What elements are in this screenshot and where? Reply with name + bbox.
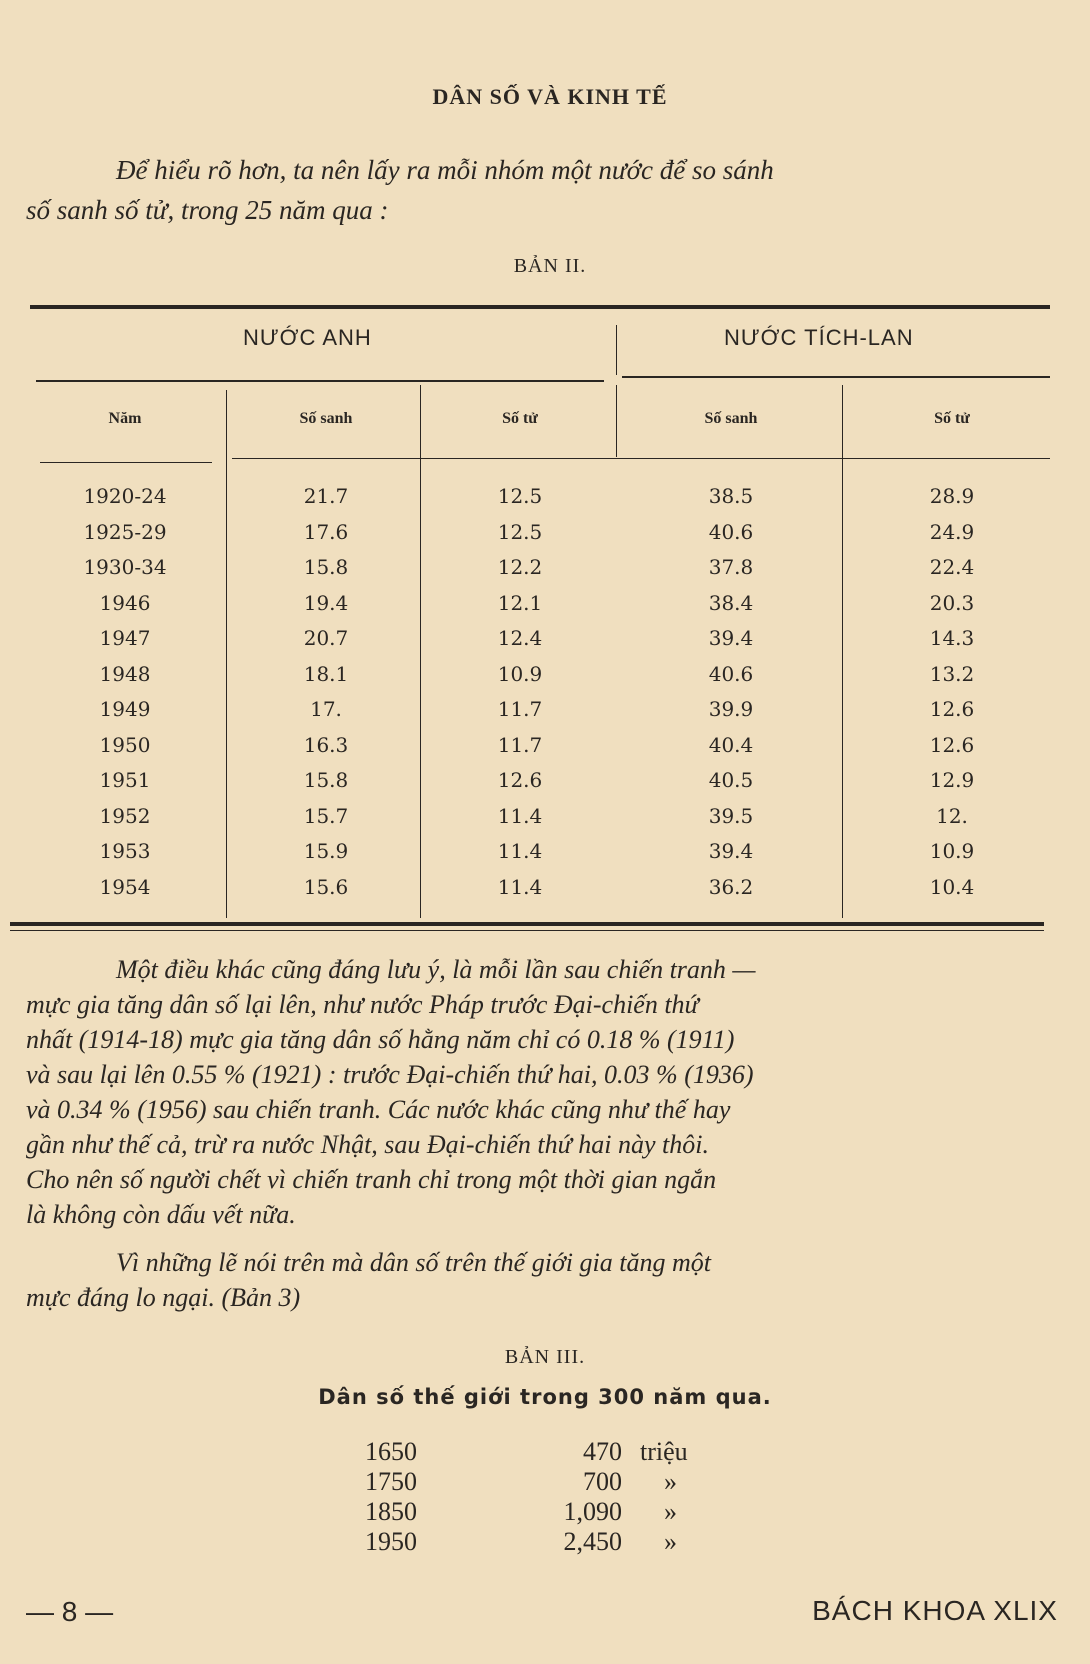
cell-deaths-anh: 11.4 xyxy=(497,839,543,863)
cell-deaths-anh: 11.4 xyxy=(497,874,543,899)
cell-births-anh: 17.6 xyxy=(303,519,349,544)
column-header-year: Năm xyxy=(108,410,142,427)
cell-deaths-tich-lan: 10.4 xyxy=(929,874,975,899)
table-3-unit: triệu xyxy=(640,1437,688,1466)
cell-deaths-anh: 10.9 xyxy=(497,661,543,686)
cell-year: 1950 xyxy=(99,732,151,757)
table-3-unit: » xyxy=(664,1527,677,1556)
cell-deaths-tich-lan: 12.6 xyxy=(929,697,975,721)
paragraph-line: Một điều khác cũng đáng lưu ý, là mỗi lần sau chiến tranh — xyxy=(116,955,756,984)
table-row xyxy=(0,875,1090,910)
table-3-row xyxy=(0,1527,1090,1557)
table-3-row xyxy=(0,1437,1090,1467)
cell-births-tich-lan: 39.5 xyxy=(708,803,754,828)
paragraph-postwar xyxy=(26,952,1058,1232)
cell-births-anh: 15.8 xyxy=(303,768,349,792)
cell-deaths-anh: 12.5 xyxy=(497,519,543,544)
cell-births-anh: 15.8 xyxy=(303,555,349,579)
table-row xyxy=(0,768,1090,803)
cell-births-tich-lan: 36.2 xyxy=(708,874,754,899)
cell-births-tich-lan: 40.6 xyxy=(708,661,754,686)
column-divider xyxy=(616,385,617,457)
table-row xyxy=(0,591,1090,626)
cell-births-anh: 21.7 xyxy=(303,484,349,508)
group-left-rule xyxy=(36,380,604,382)
paragraph-line: gần như thế cả, trừ ra nước Nhật, sau Đại-chiến thứ hai này thôi. xyxy=(26,1130,709,1159)
table-bottom-rule-2 xyxy=(10,930,1044,931)
table-row xyxy=(0,839,1090,874)
cell-year: 1953 xyxy=(99,839,151,863)
cell-deaths-anh: 12.2 xyxy=(497,555,543,579)
intro-line-1: Để hiểu rõ hơn, ta nên lấy ra mỗi nhóm một nước để so sánh xyxy=(116,155,774,185)
cell-deaths-tich-lan: 13.2 xyxy=(929,661,975,686)
intro-line-2: số sanh số tử, trong 25 năm qua : xyxy=(26,195,389,225)
cell-deaths-tich-lan: 10.9 xyxy=(929,839,975,863)
table-row xyxy=(0,626,1090,661)
table-row xyxy=(0,484,1090,519)
cell-deaths-tich-lan: 20.3 xyxy=(929,590,975,615)
column-divider xyxy=(616,325,617,375)
paragraph-line: mực đáng lo ngại. (Bản 3) xyxy=(26,1283,301,1312)
paragraph-line: và 0.34 % (1956) sau chiến tranh. Các nước khác cũng như thế hay xyxy=(26,1095,731,1124)
cell-births-tich-lan: 40.5 xyxy=(708,768,754,792)
table-3-population: 1,090 xyxy=(563,1497,622,1526)
paragraph-line: là không còn dấu vết nữa. xyxy=(26,1200,296,1229)
cell-deaths-anh: 12.5 xyxy=(497,484,543,508)
cell-births-tich-lan: 39.9 xyxy=(708,697,754,721)
cell-deaths-tich-lan: 22.4 xyxy=(929,555,975,579)
publication-name: BÁCH KHOA XLIX xyxy=(812,1595,1058,1626)
cell-births-tich-lan: 40.6 xyxy=(708,519,754,544)
cell-deaths-anh: 11.7 xyxy=(497,732,543,757)
cell-year: 1947 xyxy=(99,626,151,650)
paragraph-line: Vì những lẽ nói trên mà dân số trên thế giới gia tăng một xyxy=(116,1248,711,1277)
cell-year: 1925-29 xyxy=(83,519,167,544)
cell-deaths-anh: 12.4 xyxy=(497,626,543,650)
table-3-subtitle: Dân số thế giới trong 300 năm qua. xyxy=(318,1385,772,1409)
table-row xyxy=(0,662,1090,697)
cell-year: 1930-34 xyxy=(83,555,167,579)
cell-births-anh: 20.7 xyxy=(303,626,349,650)
cell-deaths-tich-lan: 14.3 xyxy=(929,626,975,650)
cell-births-tich-lan: 38.5 xyxy=(708,484,754,508)
column-header-deaths-anh: Số tử xyxy=(502,410,538,427)
cell-year: 1946 xyxy=(99,590,151,615)
table-row xyxy=(0,733,1090,768)
cell-deaths-tich-lan: 28.9 xyxy=(929,484,975,508)
cell-births-anh: 15.9 xyxy=(303,839,349,863)
cell-year: 1948 xyxy=(99,661,151,686)
group-right-rule xyxy=(622,376,1050,378)
cell-births-anh: 19.4 xyxy=(303,590,349,615)
table-2-title: BẢN II. xyxy=(513,255,587,277)
cell-births-anh: 17. xyxy=(310,697,342,721)
table-row xyxy=(0,697,1090,732)
group-header-anh: NƯỚC ANH xyxy=(243,325,372,350)
table-3-year: 1950 xyxy=(365,1527,417,1556)
cell-deaths-anh: 12.1 xyxy=(497,590,543,615)
paragraph-line: nhất (1914-18) mực gia tăng dân số hằng năm chỉ có 0.18 % (1911) xyxy=(26,1025,735,1054)
table-3-year: 1850 xyxy=(365,1497,417,1526)
group-header-tich-lan: NƯỚC TÍCH-LAN xyxy=(724,325,914,350)
table-row xyxy=(0,804,1090,839)
cell-year: 1952 xyxy=(99,803,151,828)
cell-births-tich-lan: 37.8 xyxy=(708,555,754,579)
cell-deaths-tich-lan: 12.6 xyxy=(929,732,975,757)
table-3-year: 1750 xyxy=(365,1467,417,1496)
page-header: DÂN SỐ VÀ KINH TẾ xyxy=(432,84,668,109)
table-3-row xyxy=(0,1467,1090,1497)
cell-births-anh: 15.6 xyxy=(303,874,349,899)
cell-births-tich-lan: 39.4 xyxy=(708,839,754,863)
intro-paragraph xyxy=(26,150,1056,230)
table-3-population: 2,450 xyxy=(563,1527,622,1556)
cell-year: 1954 xyxy=(99,874,151,899)
table-3-population: 700 xyxy=(583,1467,622,1496)
table-3-row xyxy=(0,1497,1090,1527)
paragraph-line: Cho nên số người chết vì chiến tranh chỉ trong một thời gian ngắn xyxy=(26,1165,717,1194)
cell-deaths-tich-lan: 12.9 xyxy=(929,768,975,792)
table-bottom-rule xyxy=(10,922,1044,926)
cell-births-anh: 18.1 xyxy=(303,661,349,686)
table-3-year: 1650 xyxy=(365,1437,417,1466)
cell-year: 1949 xyxy=(99,697,151,721)
header-underline-year xyxy=(40,462,212,463)
paragraph-line: mực gia tăng dân số lại lên, như nước Pháp trước Đại-chiến thứ xyxy=(26,990,699,1019)
cell-year: 1951 xyxy=(99,768,151,792)
table-row xyxy=(0,555,1090,590)
table-3-unit: » xyxy=(664,1497,677,1526)
paragraph-line: và sau lại lên 0.55 % (1921) : trước Đại-chiến thứ hai, 0.03 % (1936) xyxy=(26,1060,754,1089)
header-underline-data xyxy=(232,458,1050,459)
cell-births-anh: 15.7 xyxy=(303,803,349,828)
table-3-unit: » xyxy=(664,1467,677,1496)
paragraph-growth xyxy=(26,1245,1058,1315)
cell-deaths-tich-lan: 12. xyxy=(936,803,968,828)
column-header-births-anh: Số sanh xyxy=(299,410,353,427)
table-3-population: 470 xyxy=(583,1437,622,1466)
cell-births-tich-lan: 40.4 xyxy=(708,732,754,757)
cell-year: 1920-24 xyxy=(83,484,167,508)
column-header-births-tich-lan: Số sanh xyxy=(704,410,758,427)
cell-births-anh: 16.3 xyxy=(303,732,349,757)
cell-births-tich-lan: 39.4 xyxy=(708,626,754,650)
table-top-rule xyxy=(30,305,1050,309)
table-row xyxy=(0,520,1090,555)
cell-deaths-anh: 12.6 xyxy=(497,768,543,792)
cell-deaths-anh: 11.7 xyxy=(497,697,543,721)
cell-deaths-tich-lan: 24.9 xyxy=(929,519,975,544)
table-3-title: BẢN III. xyxy=(504,1346,586,1368)
cell-births-tich-lan: 38.4 xyxy=(708,590,754,615)
page-number: — 8 — xyxy=(26,1596,114,1627)
column-header-deaths-tich-lan: Số tử xyxy=(934,410,970,427)
cell-deaths-anh: 11.4 xyxy=(497,803,543,828)
